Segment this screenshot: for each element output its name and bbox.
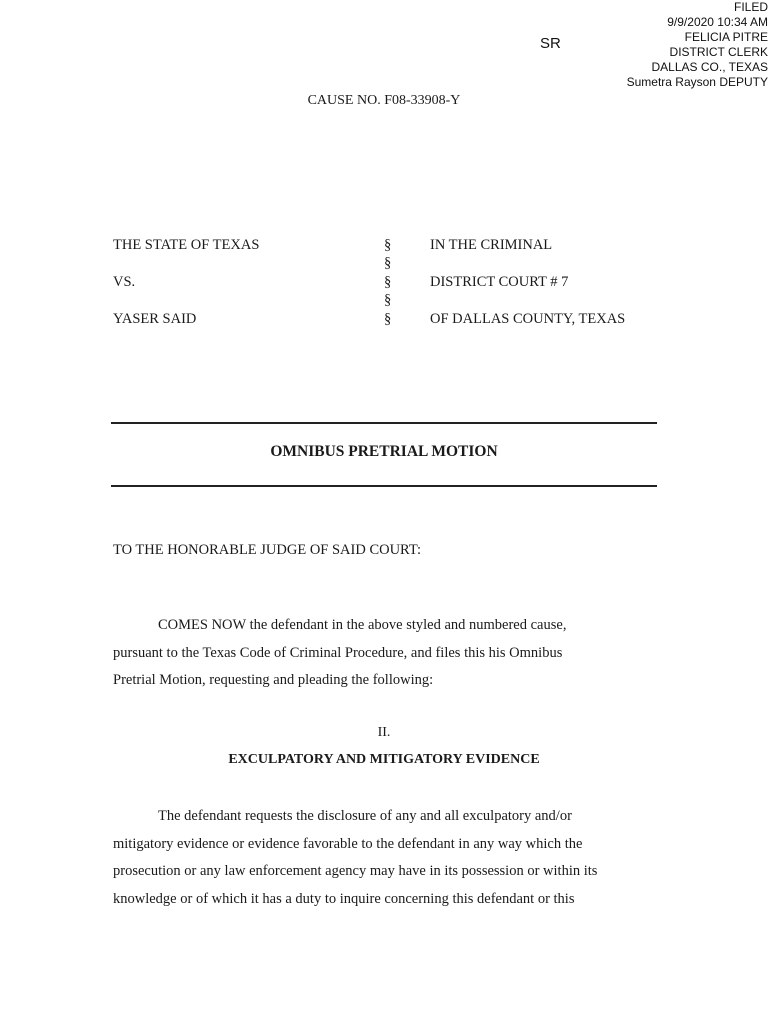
document-title: OMNIBUS PRETRIAL MOTION [270,443,498,460]
caption-versus: VS. [113,274,136,290]
paragraph-line: prosecution or any law enforcement agency may have in its possession or within its [113,863,598,879]
filing-stamp [548,0,768,90]
paragraph-line: mitigatory evidence or evidence favorable to the defendant in any way which the [113,835,583,852]
paragraph-line: knowledge or of which it has a duty to inquire concerning this defendant or this [113,890,575,907]
caption-party-state: THE STATE OF TEXAS [113,237,260,253]
title-rule-bottom [111,485,657,487]
paragraph-line: Pretrial Motion, requesting and pleading the following: [113,672,434,688]
caption-section-symbol: § [384,237,392,253]
stamp-filed-datetime: 9/9/2020 10:34 AM [667,15,768,29]
section-number: II. [377,725,391,740]
caption-section-symbol: § [384,274,392,290]
stamp-county: DALLAS CO., TEXAS [651,60,768,74]
paragraph-line: pursuant to the Texas Code of Criminal Procedure, and files this his Omnibus [113,644,563,661]
caption-court-line-3: OF DALLAS COUNTY, TEXAS [430,311,626,327]
caption-party-defendant: YASER SAID [113,311,197,327]
paragraph-line: The defendant requests the disclosure of any and all exculpatory and/or [158,808,572,824]
section-heading: EXCULPATORY AND MITIGATORY EVIDENCE [228,752,540,767]
title-rule-top [111,422,657,424]
initials-mark: SR [540,35,561,52]
paragraph-line: COMES NOW the defendant in the above styled and numbered cause, [158,617,567,633]
caption-court-line-2: DISTRICT COURT # 7 [430,274,569,290]
salutation: TO THE HONORABLE JUDGE OF SAID COURT: [113,542,422,558]
caption-section-symbol: § [384,311,392,327]
stamp-clerk-name: FELICIA PITRE [684,30,768,44]
stamp-clerk-title: DISTRICT CLERK [669,45,768,59]
stamp-deputy: Sumetra Rayson DEPUTY [626,75,768,89]
cause-number: CAUSE NO. F08-33908-Y [307,93,461,108]
caption-court-line-1: IN THE CRIMINAL [430,237,553,253]
section-paragraph [113,803,643,913]
caption-section-symbol: § [384,255,392,271]
caption-section-symbol: § [384,292,392,308]
intro-paragraph [113,612,643,695]
stamp-filed-label: FILED [733,0,768,14]
